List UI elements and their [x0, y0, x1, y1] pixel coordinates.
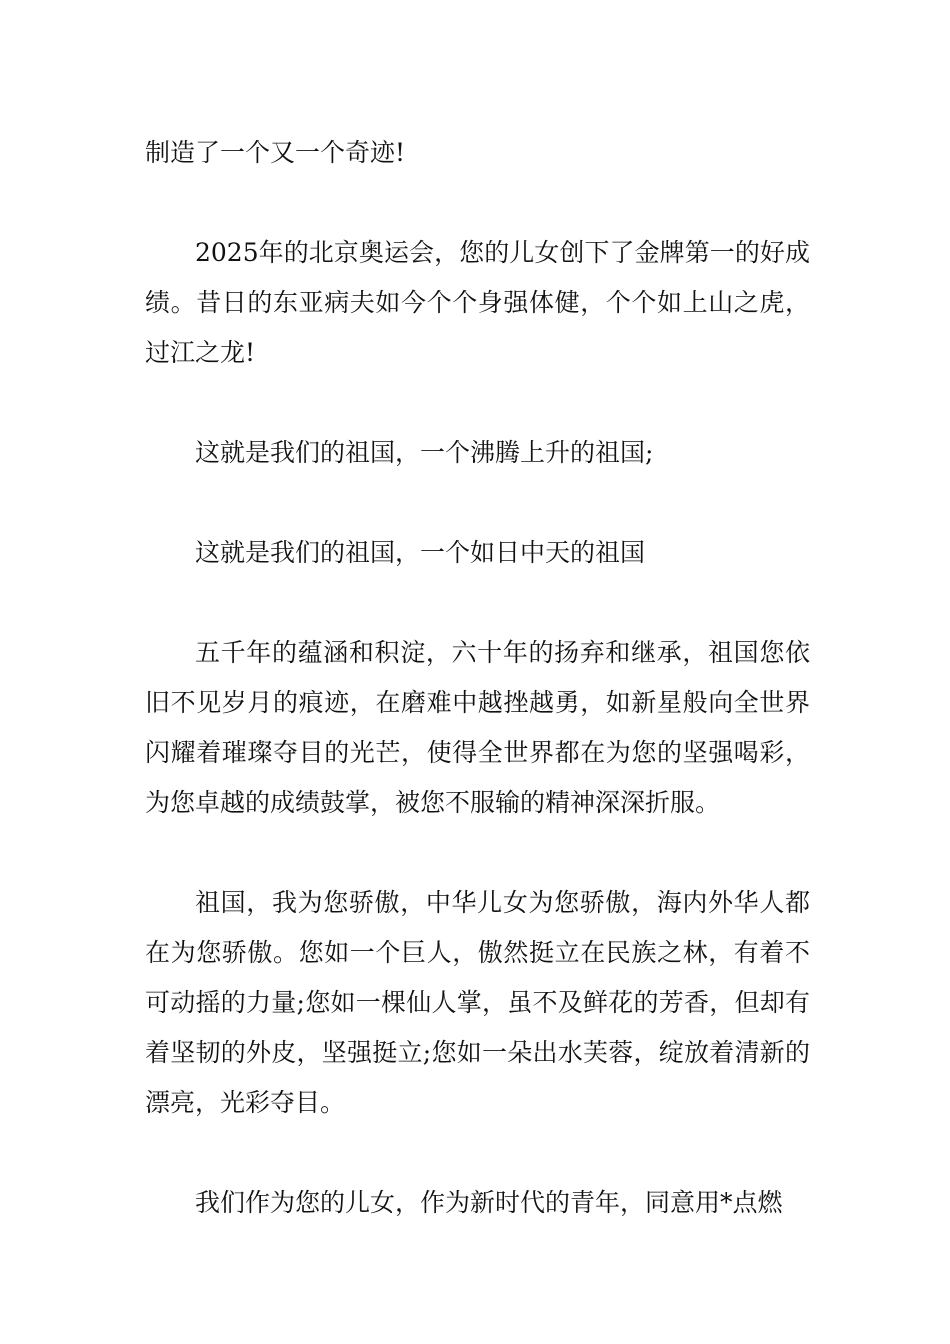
paragraph-proud-of-motherland: 祖国，我为您骄傲，中华儿女为您骄傲，海内外华人都在为您骄傲。您如一个巨人，傲然挺立在民族之林，有着不可动摇的力量;您如一棵仙人掌，虽不及鲜花的芳香，但却有着坚韧的外皮，坚强挺立;您如一朵出水芙蓉，绽放着清新的漂亮，光彩夺目。	[145, 888, 810, 1117]
paragraph-new-era-youth: 我们作为您的儿女，作为新时代的青年，同意用*点燃	[195, 1188, 783, 1217]
paragraph-five-thousand-years: 五千年的蕴涵和积淀，六十年的扬弃和继承，祖国您依旧不见岁月的痕迹，在磨难中越挫越勇，如新星般向全世界闪耀着璀璨夺目的光芒，使得全世界都在为您的坚强喝彩，为您卓越的成绩鼓掌，被您不服输的精神深深折服。	[145, 638, 810, 817]
paragraph-continuation: 制造了一个又一个奇迹!	[145, 138, 406, 167]
paragraph-rising-motherland: 这就是我们的祖国，一个沸腾上升的祖国;	[195, 438, 654, 467]
paragraph-zenith-motherland: 这就是我们的祖国，一个如日中天的祖国	[195, 538, 646, 567]
paragraph-olympics: 2025年的北京奥运会，您的儿女创下了金牌第一的好成绩。昔日的东亚病夫如今个个身强体健，个个如上山之虎，过江之龙!	[145, 238, 810, 367]
document-body	[145, 128, 810, 1228]
